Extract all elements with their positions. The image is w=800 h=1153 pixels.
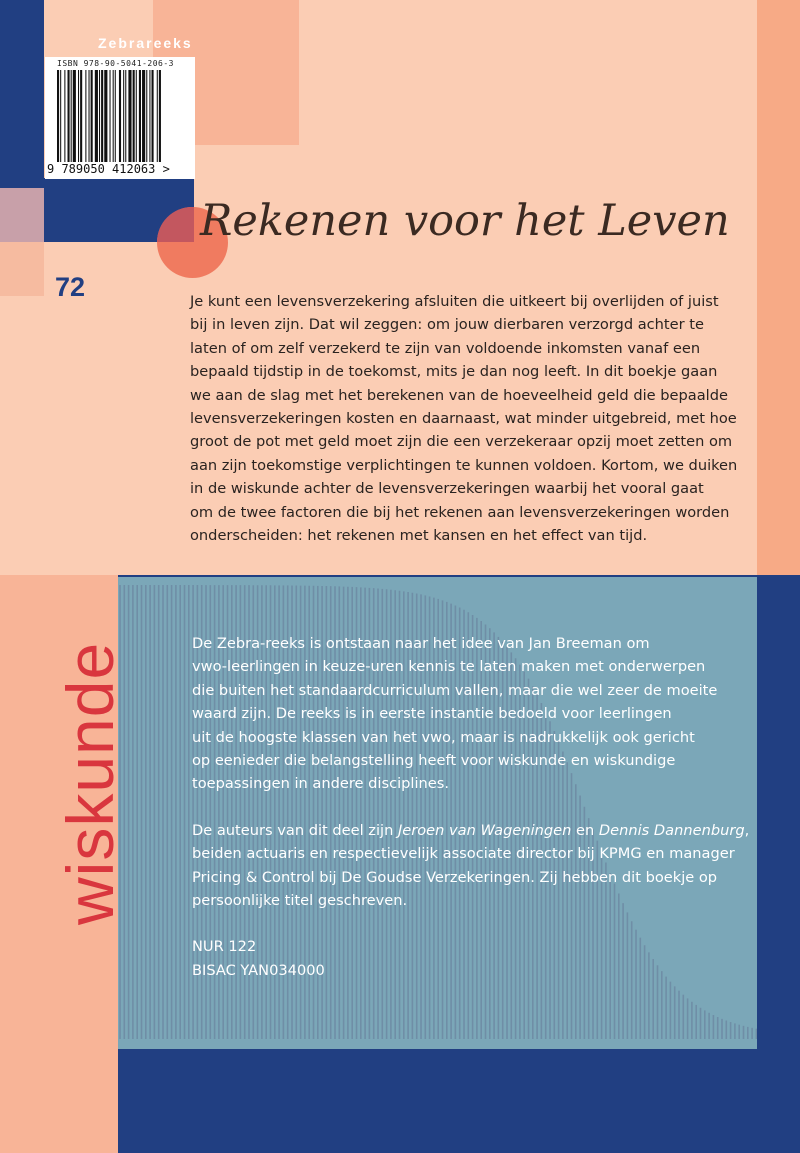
authors-suffix: , xyxy=(744,821,750,839)
barcode-bar xyxy=(78,70,79,162)
summary-line: groot de pot met geld moet zijn die een verzekeraar opzij moet zetten om xyxy=(190,433,733,451)
barcode-bar xyxy=(71,70,72,162)
series-info-line: waard zijn. De reeks is in eerste instantie bedoeld voor leerlingen xyxy=(192,705,672,723)
barcode-bar xyxy=(115,70,116,162)
summary-line: bij in leven zijn. Dat wil zeggen: om jouw dierbaren verzorgd achter te xyxy=(190,316,704,334)
barcode-bar xyxy=(91,70,93,162)
barcode-bar xyxy=(149,70,150,162)
barcode-bar xyxy=(125,70,126,162)
barcode-bar xyxy=(110,70,111,162)
barcode-bar xyxy=(89,70,90,162)
series-info-line: uit de hoogste klassen van het vwo, maar is nadrukkelijk ook gericht xyxy=(192,728,695,746)
barcode-bar xyxy=(136,70,137,162)
summary-line: in de wiskunde achter de levensverzekeringen waarbij het vooral gaat xyxy=(190,480,704,498)
barcode-bar xyxy=(128,70,131,162)
series-info-line: vwo-leerlingen in keuze-uren kennis te laten maken met onderwerpen xyxy=(192,658,706,676)
summary-line: levensverzekeringen kosten en daarnaast, wat minder uitgebreid, met hoe xyxy=(190,410,737,428)
barcode-bars xyxy=(57,70,187,162)
authors-line xyxy=(192,819,750,842)
barcode-bar xyxy=(80,70,82,162)
book-title: Rekenen voor het Leven xyxy=(200,196,730,246)
barcode-bar xyxy=(133,70,135,162)
summary-line: aan zijn toekomstige verplichtingen te kunnen voldoen. Kortom, we duiken xyxy=(190,456,738,474)
barcode-bar xyxy=(157,70,158,162)
authors-connector: en xyxy=(571,821,599,839)
author-description xyxy=(192,842,735,912)
barcode-bar xyxy=(159,70,161,162)
summary-line: we aan de slag met het berekenen van de hoeveelheid geld die bepaalde xyxy=(190,386,728,404)
summary-line: om de twee factoren die bij het rekenen aan levensverzekeringen worden xyxy=(190,503,730,521)
decorative-mauve-square xyxy=(0,188,44,242)
barcode-bar xyxy=(146,70,147,162)
summary-text xyxy=(190,290,738,547)
barcode-bar xyxy=(139,70,141,162)
barcode-bar xyxy=(57,70,59,162)
series-info-line: toepassingen in andere disciplines. xyxy=(192,775,449,793)
author-name: Jeroen van Wageningen xyxy=(397,821,572,839)
author-name: Dennis Dannenburg xyxy=(598,821,745,839)
series-info-block xyxy=(192,632,750,982)
summary-line: laten of om zelf verzekerd te zijn van voldoende inkomsten vanaf een xyxy=(190,339,701,357)
isbn-label: ISBN 978-90-5041-206-3 xyxy=(57,59,174,68)
series-info-line: De Zebra-reeks is ontstaan naar het idee van Jan Breeman om xyxy=(192,635,650,652)
summary-line: onderscheiden: het rekenen met kansen en het effect van tijd. xyxy=(190,527,648,545)
barcode-bar xyxy=(101,70,103,162)
isbn-digits: 9 789050 412063 > xyxy=(47,162,170,176)
summary-line: Je kunt een levensverzekering afsluiten die uitkeert bij overlijden of juist xyxy=(190,293,719,310)
decorative-blue-block xyxy=(0,0,44,188)
series-info-text xyxy=(192,632,732,796)
barcode-bar xyxy=(95,70,98,162)
series-name: Zebrareeks xyxy=(98,35,193,51)
barcode-bar xyxy=(60,70,61,162)
author-description-line: Pricing & Control bij De Goudse Verzekeringen. Zij hebben dit boekje op xyxy=(192,868,718,886)
barcode-bar xyxy=(64,70,65,162)
author-description-line: persoonlijke titel geschreven. xyxy=(192,892,408,910)
bisac-code: BISAC YAN034000 xyxy=(192,961,325,979)
decorative-peach-square xyxy=(0,242,44,296)
barcode-bar xyxy=(85,70,86,162)
barcode-bar xyxy=(119,70,121,162)
authors-prefix: De auteurs van dit deel zijn xyxy=(192,821,398,839)
barcode-bar xyxy=(99,70,100,162)
barcode-bar xyxy=(104,70,107,162)
barcode-bar xyxy=(73,70,76,162)
barcode-bar xyxy=(113,70,114,162)
isbn-barcode xyxy=(45,57,195,179)
series-info-line: op eenieder die belangstelling heeft voor wiskunde en wiskundige xyxy=(192,752,676,770)
right-color-strip xyxy=(757,0,800,575)
subject-vertical-label: wiskunde xyxy=(53,641,127,925)
summary-line: bepaald tijdstip in de toekomst, mits je dan nog leeft. In dit boekje gaan xyxy=(190,363,718,381)
nur-code: NUR 122 xyxy=(192,938,257,956)
author-description-line: beiden actuaris en respectievelijk associate director bij KPMG en manager xyxy=(192,845,735,863)
series-number: 72 xyxy=(55,272,86,302)
barcode-bar xyxy=(123,70,124,162)
barcode-bar xyxy=(152,70,154,162)
barcode-bar xyxy=(68,70,70,162)
barcode-bar xyxy=(142,70,145,162)
series-info-line: die buiten het standaardcurriculum vallen, maar die wel zeer de moeite xyxy=(192,681,718,699)
